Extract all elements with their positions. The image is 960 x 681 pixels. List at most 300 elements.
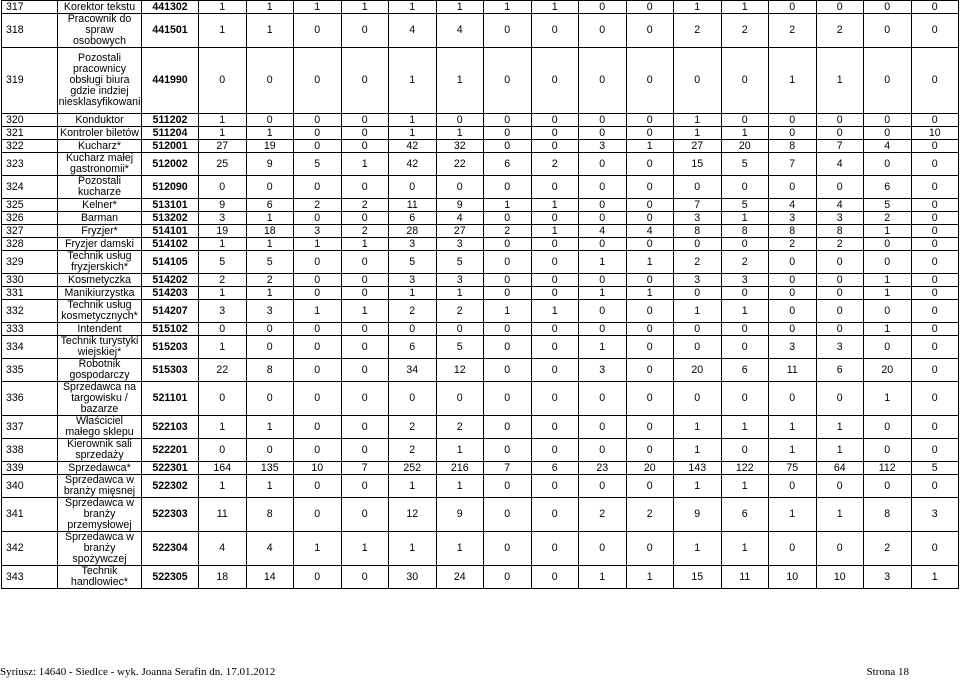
value-cell: 0: [484, 48, 532, 114]
row-number-cell: 323: [2, 153, 58, 176]
value-cell: 0: [531, 114, 579, 127]
value-cell: 6: [389, 336, 437, 359]
value-cell: 8: [864, 498, 912, 532]
value-cell: 0: [579, 416, 627, 439]
value-cell: 8: [246, 359, 294, 382]
value-cell: 1: [579, 336, 627, 359]
value-cell: 1: [579, 251, 627, 274]
value-cell: 0: [199, 439, 247, 462]
value-cell: 8: [816, 225, 864, 238]
occupation-name-cell: Właściciel małego sklepu: [58, 416, 142, 439]
value-cell: 0: [294, 336, 342, 359]
value-cell: 0: [626, 336, 674, 359]
value-cell: 0: [294, 48, 342, 114]
value-cell: 0: [911, 336, 959, 359]
table-row: [2, 475, 959, 498]
value-cell: 1: [294, 1, 342, 14]
value-cell: 0: [864, 114, 912, 127]
value-cell: 1: [199, 1, 247, 14]
value-cell: 1: [816, 416, 864, 439]
value-cell: 0: [199, 176, 247, 199]
value-cell: 0: [864, 127, 912, 140]
value-cell: 6: [484, 153, 532, 176]
value-cell: 34: [389, 359, 437, 382]
occupation-name-cell: Pozostali kucharze: [58, 176, 142, 199]
value-cell: 5: [294, 153, 342, 176]
value-cell: 4: [816, 199, 864, 212]
value-cell: 0: [531, 323, 579, 336]
value-cell: 1: [531, 225, 579, 238]
value-cell: 0: [341, 323, 389, 336]
value-cell: 0: [626, 274, 674, 287]
value-cell: 2: [341, 199, 389, 212]
value-cell: 0: [911, 382, 959, 416]
value-cell: 1: [294, 300, 342, 323]
value-cell: 3: [436, 238, 484, 251]
value-cell: 1: [721, 475, 769, 498]
row-number-cell: 331: [2, 287, 58, 300]
value-cell: 3: [674, 274, 722, 287]
occupation-code-cell: 522103: [142, 416, 199, 439]
table-row: [2, 300, 959, 323]
value-cell: 2: [864, 212, 912, 225]
occupation-name-cell: Fryzjer*: [58, 225, 142, 238]
value-cell: 0: [484, 114, 532, 127]
value-cell: 0: [674, 287, 722, 300]
value-cell: 0: [911, 475, 959, 498]
occupation-name-cell: Pracownik do spraw osobowych: [58, 14, 142, 48]
value-cell: 1: [769, 498, 817, 532]
value-cell: 0: [579, 199, 627, 212]
value-cell: 0: [864, 251, 912, 274]
value-cell: 1: [436, 287, 484, 300]
value-cell: 0: [769, 300, 817, 323]
table-body: [2, 1, 959, 589]
value-cell: 1: [674, 300, 722, 323]
value-cell: 0: [911, 287, 959, 300]
value-cell: 15: [674, 153, 722, 176]
value-cell: 164: [199, 462, 247, 475]
value-cell: 1: [389, 114, 437, 127]
value-cell: 3: [389, 274, 437, 287]
value-cell: 24: [436, 566, 484, 589]
value-cell: 10: [816, 566, 864, 589]
value-cell: 5: [864, 199, 912, 212]
value-cell: 0: [911, 300, 959, 323]
value-cell: 4: [579, 225, 627, 238]
occupation-code-cell: 521101: [142, 382, 199, 416]
value-cell: 0: [769, 1, 817, 14]
value-cell: 1: [246, 212, 294, 225]
value-cell: 1: [341, 300, 389, 323]
occupation-code-cell: 441501: [142, 14, 199, 48]
value-cell: 1: [721, 1, 769, 14]
value-cell: 1: [626, 287, 674, 300]
value-cell: 1: [674, 475, 722, 498]
row-number-cell: 338: [2, 439, 58, 462]
value-cell: 1: [341, 238, 389, 251]
value-cell: 1: [769, 48, 817, 114]
table-row: [2, 498, 959, 532]
value-cell: 2: [816, 238, 864, 251]
value-cell: 1: [579, 566, 627, 589]
value-cell: 23: [579, 462, 627, 475]
value-cell: 0: [816, 251, 864, 274]
value-cell: 0: [721, 48, 769, 114]
value-cell: 7: [816, 140, 864, 153]
table-row: [2, 336, 959, 359]
value-cell: 0: [531, 287, 579, 300]
value-cell: 0: [531, 439, 579, 462]
table-row: [2, 127, 959, 140]
value-cell: 0: [674, 336, 722, 359]
table-row: [2, 14, 959, 48]
value-cell: 0: [626, 382, 674, 416]
value-cell: 2: [436, 300, 484, 323]
value-cell: 1: [769, 416, 817, 439]
value-cell: 0: [579, 274, 627, 287]
table-row: [2, 140, 959, 153]
value-cell: 2: [674, 251, 722, 274]
value-cell: 10: [294, 462, 342, 475]
occupations-table: [1, 0, 959, 589]
value-cell: 112: [864, 462, 912, 475]
occupation-code-cell: 515203: [142, 336, 199, 359]
occupation-name-cell: Intendent: [58, 323, 142, 336]
row-number-cell: 337: [2, 416, 58, 439]
value-cell: 0: [341, 475, 389, 498]
occupation-code-cell: 515102: [142, 323, 199, 336]
value-cell: 1: [721, 300, 769, 323]
value-cell: 3: [199, 212, 247, 225]
occupation-code-cell: 515303: [142, 359, 199, 382]
value-cell: 0: [246, 48, 294, 114]
value-cell: 1: [436, 127, 484, 140]
row-number-cell: 321: [2, 127, 58, 140]
value-cell: 0: [864, 416, 912, 439]
occupation-code-cell: 514203: [142, 287, 199, 300]
value-cell: 0: [769, 475, 817, 498]
value-cell: 0: [294, 498, 342, 532]
value-cell: 6: [864, 176, 912, 199]
value-cell: 0: [484, 287, 532, 300]
value-cell: 3: [579, 359, 627, 382]
value-cell: 3: [199, 300, 247, 323]
value-cell: 0: [294, 14, 342, 48]
value-cell: 0: [389, 382, 437, 416]
value-cell: 0: [436, 382, 484, 416]
value-cell: 20: [626, 462, 674, 475]
row-number-cell: 334: [2, 336, 58, 359]
value-cell: 0: [721, 336, 769, 359]
value-cell: 1: [674, 439, 722, 462]
table-row: [2, 48, 959, 114]
value-cell: 42: [389, 153, 437, 176]
value-cell: 216: [436, 462, 484, 475]
value-cell: 0: [341, 176, 389, 199]
value-cell: 1: [246, 1, 294, 14]
value-cell: 0: [721, 323, 769, 336]
value-cell: 11: [721, 566, 769, 589]
value-cell: 1: [389, 287, 437, 300]
table-row: [2, 1, 959, 14]
value-cell: 0: [721, 287, 769, 300]
value-cell: 0: [816, 475, 864, 498]
table-row: [2, 212, 959, 225]
row-number-cell: 325: [2, 199, 58, 212]
value-cell: 8: [246, 498, 294, 532]
value-cell: 0: [911, 14, 959, 48]
value-cell: 0: [721, 238, 769, 251]
value-cell: 0: [341, 127, 389, 140]
table-row: [2, 238, 959, 251]
value-cell: 0: [341, 382, 389, 416]
value-cell: 1: [199, 114, 247, 127]
value-cell: 0: [294, 416, 342, 439]
value-cell: 1: [864, 323, 912, 336]
value-cell: 20: [864, 359, 912, 382]
value-cell: 0: [246, 439, 294, 462]
value-cell: 0: [484, 416, 532, 439]
value-cell: 8: [721, 225, 769, 238]
footer-page-number: Strona 18: [866, 666, 909, 678]
occupation-name-cell: Kontroler biletów: [58, 127, 142, 140]
table-row: [2, 462, 959, 475]
value-cell: 0: [531, 238, 579, 251]
value-cell: 12: [389, 498, 437, 532]
value-cell: 0: [816, 127, 864, 140]
value-cell: 1: [436, 532, 484, 566]
table-row: [2, 416, 959, 439]
value-cell: 0: [579, 127, 627, 140]
value-cell: 0: [579, 48, 627, 114]
table-row: [2, 323, 959, 336]
table-row: [2, 359, 959, 382]
value-cell: 1: [721, 127, 769, 140]
value-cell: 1: [199, 14, 247, 48]
occupation-code-cell: 441990: [142, 48, 199, 114]
value-cell: 1: [436, 48, 484, 114]
value-cell: 0: [911, 212, 959, 225]
value-cell: 0: [579, 323, 627, 336]
occupation-code-cell: 512001: [142, 140, 199, 153]
value-cell: 6: [531, 462, 579, 475]
value-cell: 1: [341, 1, 389, 14]
value-cell: 0: [484, 439, 532, 462]
value-cell: 1: [626, 140, 674, 153]
value-cell: 0: [911, 439, 959, 462]
value-cell: 1: [246, 127, 294, 140]
value-cell: 0: [531, 176, 579, 199]
value-cell: 22: [436, 153, 484, 176]
value-cell: 1: [199, 287, 247, 300]
value-cell: 0: [484, 251, 532, 274]
table-row: [2, 199, 959, 212]
value-cell: 0: [911, 238, 959, 251]
occupation-code-cell: 514101: [142, 225, 199, 238]
value-cell: 0: [911, 532, 959, 566]
value-cell: 3: [721, 274, 769, 287]
value-cell: 0: [484, 212, 532, 225]
value-cell: 0: [341, 359, 389, 382]
value-cell: 252: [389, 462, 437, 475]
value-cell: 2: [436, 416, 484, 439]
row-number-cell: 336: [2, 382, 58, 416]
value-cell: 3: [769, 336, 817, 359]
occupation-code-cell: 512090: [142, 176, 199, 199]
value-cell: 1: [199, 475, 247, 498]
value-cell: 0: [721, 176, 769, 199]
value-cell: 0: [816, 323, 864, 336]
value-cell: 0: [626, 238, 674, 251]
value-cell: 2: [389, 416, 437, 439]
value-cell: 5: [199, 251, 247, 274]
value-cell: 30: [389, 566, 437, 589]
value-cell: 19: [246, 140, 294, 153]
value-cell: 5: [246, 251, 294, 274]
value-cell: 0: [816, 300, 864, 323]
value-cell: 0: [864, 1, 912, 14]
value-cell: 0: [294, 475, 342, 498]
value-cell: 42: [389, 140, 437, 153]
value-cell: 0: [531, 212, 579, 225]
value-cell: 28: [389, 225, 437, 238]
value-cell: 1: [531, 199, 579, 212]
value-cell: 0: [294, 359, 342, 382]
value-cell: 7: [674, 199, 722, 212]
value-cell: 0: [484, 382, 532, 416]
value-cell: 1: [436, 439, 484, 462]
value-cell: 0: [626, 212, 674, 225]
value-cell: 11: [199, 498, 247, 532]
occupation-code-cell: 514207: [142, 300, 199, 323]
value-cell: 0: [484, 127, 532, 140]
value-cell: 6: [721, 498, 769, 532]
value-cell: 0: [484, 238, 532, 251]
value-cell: 4: [436, 14, 484, 48]
value-cell: 75: [769, 462, 817, 475]
value-cell: 1: [721, 532, 769, 566]
occupation-code-cell: 513202: [142, 212, 199, 225]
value-cell: 0: [769, 176, 817, 199]
value-cell: 1: [674, 532, 722, 566]
value-cell: 4: [199, 532, 247, 566]
value-cell: 0: [626, 1, 674, 14]
value-cell: 0: [721, 382, 769, 416]
value-cell: 5: [389, 251, 437, 274]
value-cell: 2: [769, 238, 817, 251]
value-cell: 0: [531, 359, 579, 382]
value-cell: 4: [816, 153, 864, 176]
value-cell: 0: [769, 274, 817, 287]
value-cell: 11: [389, 199, 437, 212]
value-cell: 0: [246, 114, 294, 127]
value-cell: 0: [341, 48, 389, 114]
occupation-code-cell: 511204: [142, 127, 199, 140]
value-cell: 0: [531, 336, 579, 359]
value-cell: 0: [769, 287, 817, 300]
value-cell: 122: [721, 462, 769, 475]
value-cell: 0: [864, 439, 912, 462]
occupation-name-cell: Kosmetyczka: [58, 274, 142, 287]
value-cell: 19: [199, 225, 247, 238]
value-cell: 9: [246, 153, 294, 176]
occupation-code-cell: 513101: [142, 199, 199, 212]
occupation-name-cell: Sprzedawca na targowisku / bazarze: [58, 382, 142, 416]
value-cell: 20: [721, 140, 769, 153]
value-cell: 5: [721, 199, 769, 212]
occupation-code-cell: 522302: [142, 475, 199, 498]
value-cell: 0: [531, 251, 579, 274]
table-row: [2, 566, 959, 589]
value-cell: 1: [484, 199, 532, 212]
value-cell: 0: [674, 382, 722, 416]
row-number-cell: 317: [2, 1, 58, 14]
value-cell: 4: [864, 140, 912, 153]
occupation-name-cell: Kelner*: [58, 199, 142, 212]
value-cell: 0: [864, 238, 912, 251]
value-cell: 1: [294, 532, 342, 566]
occupation-code-cell: 522304: [142, 532, 199, 566]
value-cell: 22: [199, 359, 247, 382]
occupation-code-cell: 514202: [142, 274, 199, 287]
value-cell: 5: [721, 153, 769, 176]
value-cell: 0: [531, 382, 579, 416]
occupation-name-cell: Pozostali pracownicy obsługi biura gdzie indziej niesklasyfikowani: [58, 48, 142, 114]
value-cell: 0: [769, 114, 817, 127]
value-cell: 0: [484, 14, 532, 48]
value-cell: 0: [294, 287, 342, 300]
value-cell: 1: [769, 439, 817, 462]
table-row: [2, 176, 959, 199]
value-cell: 2: [199, 274, 247, 287]
value-cell: 0: [816, 176, 864, 199]
value-cell: 0: [389, 176, 437, 199]
value-cell: 27: [199, 140, 247, 153]
row-number-cell: 319: [2, 48, 58, 114]
value-cell: 2: [674, 14, 722, 48]
value-cell: 1: [484, 1, 532, 14]
value-cell: 0: [294, 127, 342, 140]
value-cell: 3: [294, 225, 342, 238]
occupation-name-cell: Technik turystyki wiejskiej*: [58, 336, 142, 359]
occupation-name-cell: Kucharz małej gastronomii*: [58, 153, 142, 176]
value-cell: 0: [484, 323, 532, 336]
value-cell: 1: [436, 475, 484, 498]
value-cell: 10: [769, 566, 817, 589]
value-cell: 0: [626, 48, 674, 114]
occupation-code-cell: 522301: [142, 462, 199, 475]
value-cell: 1: [341, 532, 389, 566]
value-cell: 1: [436, 1, 484, 14]
value-cell: 0: [674, 176, 722, 199]
value-cell: 64: [816, 462, 864, 475]
value-cell: 0: [341, 416, 389, 439]
value-cell: 0: [864, 300, 912, 323]
value-cell: 0: [246, 323, 294, 336]
value-cell: 4: [389, 14, 437, 48]
value-cell: 0: [341, 498, 389, 532]
table-row: [2, 382, 959, 416]
value-cell: 0: [816, 532, 864, 566]
value-cell: 3: [246, 300, 294, 323]
occupation-name-cell: Sprzedawca*: [58, 462, 142, 475]
value-cell: 0: [484, 359, 532, 382]
value-cell: 4: [769, 199, 817, 212]
row-number-cell: 339: [2, 462, 58, 475]
value-cell: 3: [816, 336, 864, 359]
table-row: [2, 439, 959, 462]
